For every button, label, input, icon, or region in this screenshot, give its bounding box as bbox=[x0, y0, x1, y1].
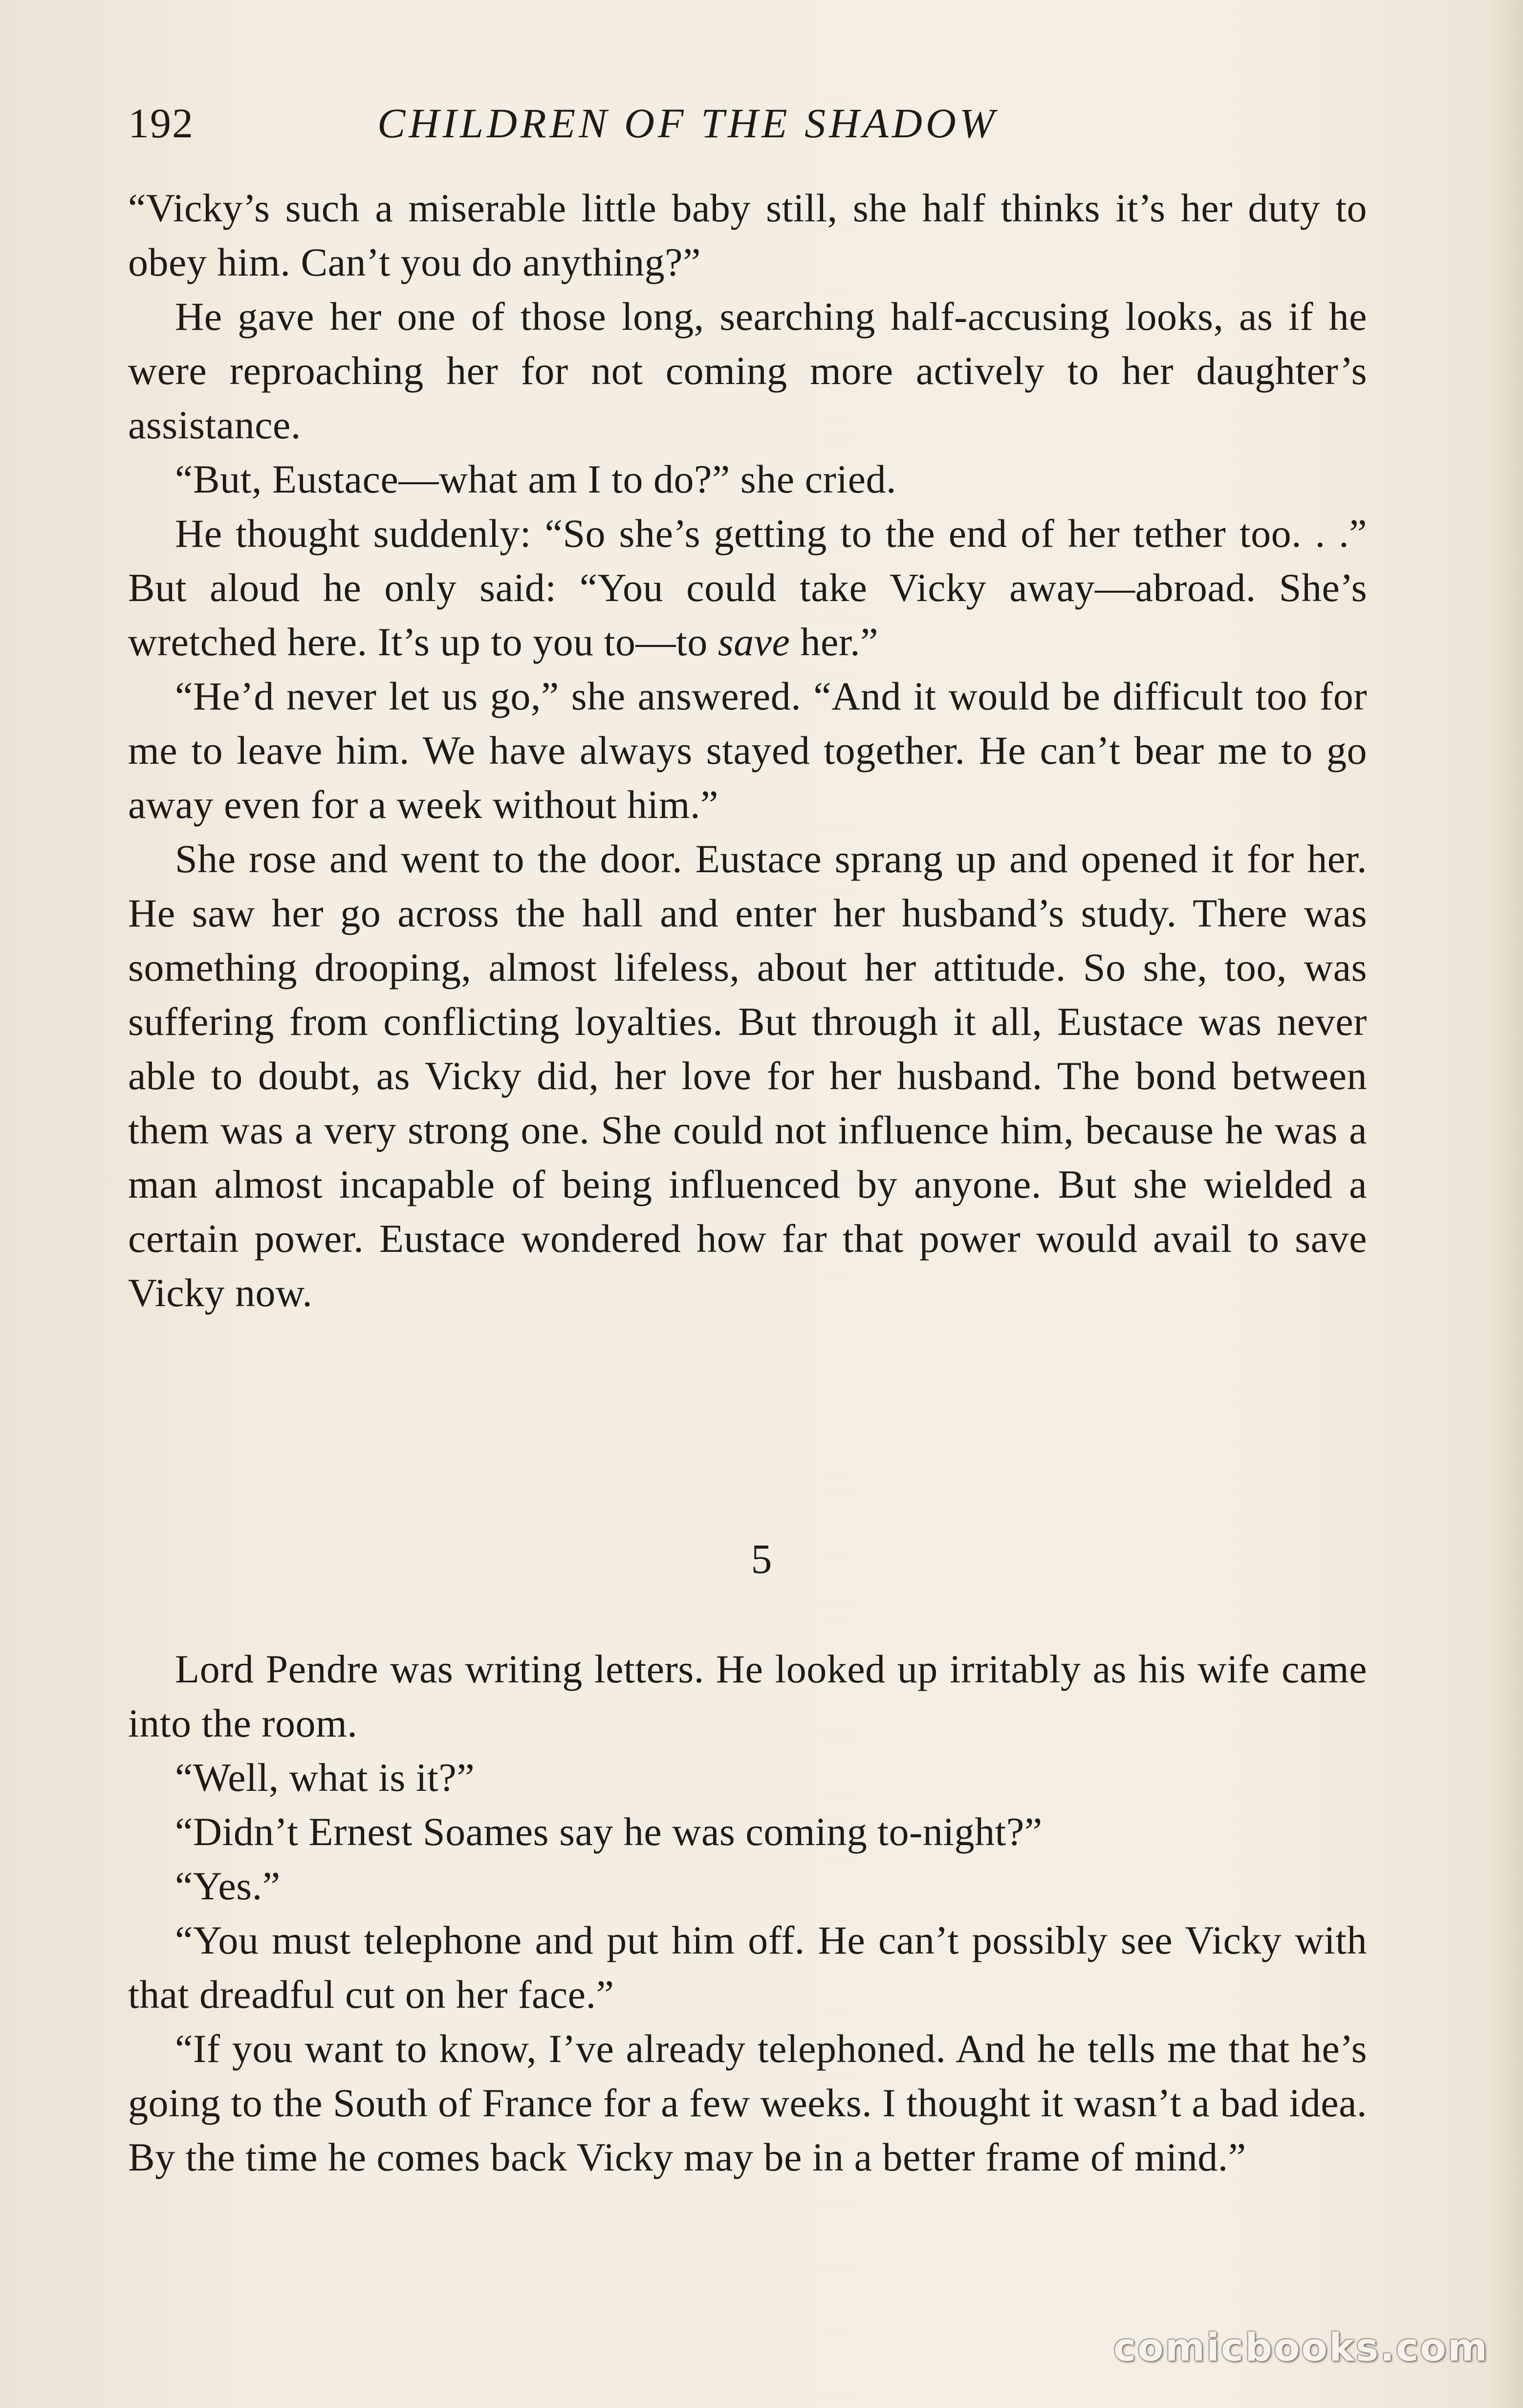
page-edge-shadow bbox=[1489, 0, 1523, 2408]
emphasis-text: save bbox=[718, 620, 790, 664]
paragraph: “But, Eustace—what am I to do?” she cried. bbox=[175, 457, 896, 501]
paragraph: “If you want to know, I’ve already telephoned. And he tells me that he’s going to the South of France for a few weeks. I thought it wasn’t a bad idea. By the time he comes back Vicky may be in a better frame of mind.” bbox=[128, 2026, 1367, 2179]
paragraph: “Didn’t Ernest Soames say he was coming to-night?” bbox=[175, 1809, 1043, 1854]
paragraph bbox=[128, 506, 1367, 669]
watermark: comicbooks.com bbox=[1113, 2326, 1489, 2370]
paragraph: “Vicky’s such a miserable little baby still, she half thinks it’s her duty to obey him. Can’t you do anything?” bbox=[128, 186, 1367, 284]
paragraph: She rose and went to the door. Eustace sprang up and opened it for her. He saw her go across the hall and enter her husband’s study. There was something drooping, almost lifeless, about her attitude. So she, too, was suffering from conflicting loyalties. But through it all, Eustace was never able to doubt, as Vicky did, her love for her husband. The bond between them was a very strong one. She could not influence him, because he was a man almost incapable of being influenced by anyone. But she wielded a certain power. Eustace wondered how far that power would avail to save Vicky now. bbox=[128, 837, 1367, 1315]
paragraph-text: her.” bbox=[790, 620, 879, 664]
text-block-bottom bbox=[128, 1642, 1367, 2184]
paragraph-text: He thought suddenly: “So she’s getting to the end of her tether too. . .” But aloud he only said: “You could take Vicky away—abroad. She’s wretched here. It’s up to you to—to bbox=[128, 511, 1367, 664]
running-header bbox=[128, 89, 1367, 157]
text-block-top bbox=[128, 181, 1367, 1320]
running-title: CHILDREN OF THE SHADOW bbox=[377, 100, 998, 147]
paragraph: “You must telephone and put him off. He can’t possibly see Vicky with that dreadful cut on her face.” bbox=[128, 1918, 1367, 2017]
paragraph: “Yes.” bbox=[175, 1864, 281, 1908]
paragraph: “Well, what is it?” bbox=[175, 1755, 475, 1800]
paragraph: Lord Pendre was writing letters. He looked up irritably as his wife came into the room. bbox=[128, 1647, 1367, 1745]
paragraph: He gave her one of those long, searching half-accusing looks, as if he were reproaching her for not coming more actively to her daughter’s assistance. bbox=[128, 294, 1367, 447]
page-number: 192 bbox=[128, 100, 194, 147]
paragraph: “He’d never let us go,” she answered. “And it would be difficult too for me to leave him. We have always stayed together. He can’t bear me to go away even for a week without him.” bbox=[128, 674, 1367, 827]
section-number-text: 5 bbox=[751, 1535, 772, 1582]
section-number bbox=[0, 1532, 1523, 1586]
